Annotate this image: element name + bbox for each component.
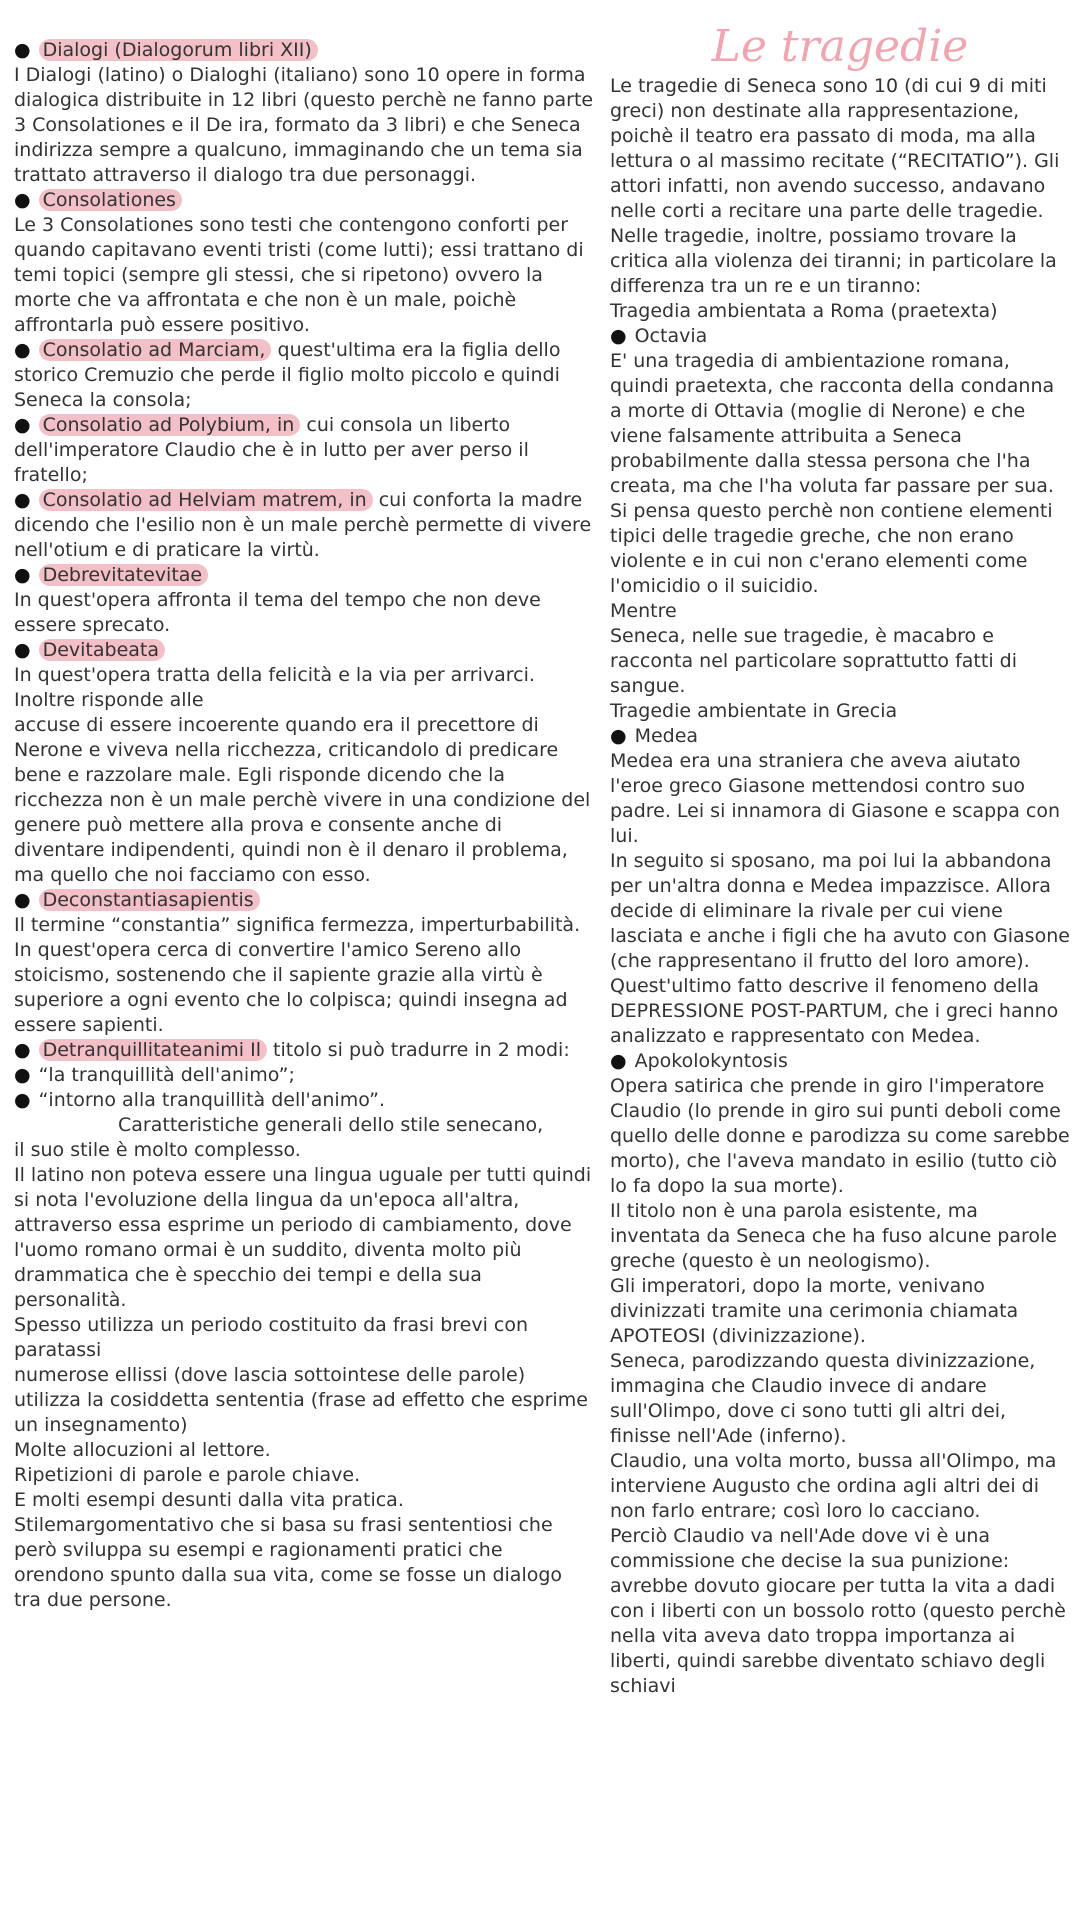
paragraph-l19: Caratteristiche generali dello stile senecano, <box>118 1114 544 1136</box>
paragraph-text: cui consola un liberto dell'imperatore Claudio che è in lutto per aver perso il fratello; <box>14 414 529 486</box>
paragraph-text: cui conforta la madre dicendo che l'esilio non è un male perchè permette di vivere nell'otium e di praticare la virtù. <box>14 489 592 561</box>
paragraph-r1: Le tragedie di Seneca sono 10 (di cui 9 di miti greci) non destinate alla rappresentazione, poichè il teatro era passato di moda, ma alla lettura o al massimo recitate (“RECITATIO”). Gli attori infatti, non avendo successo, andavano nelle corti a recitare una parte delle tragedie. <box>610 75 1060 222</box>
paragraph-l12: accuse di essere incoerente quando era il precettore di Nerone e viveva nella ricchezza, criticandolo di predicare bene e razzolare male. Egli risponde dicendo che la ricchezza non è un male perchè vivere in una condizione del genere può mettere alla prova e consente anche di diventare indipendenti, quindi non è il denaro il problema, ma quello che noi facciamo con esso. <box>14 714 591 886</box>
bullet-item-l16 <box>14 1038 594 1063</box>
paragraph-r13: Quest'ultimo fatto descrive il fenomeno della DEPRESSIONE POST-PARTUM, che i greci hanno analizzato e rappresentato con Medea. <box>610 975 1059 1047</box>
paragraph-l11: In quest'opera tratta della felicità e la via per arrivarci. Inoltre risponde alle <box>14 664 535 711</box>
paragraph-l15: In quest'opera cerca di convertire l'amico Sereno allo stoicismo, sostenendo che il sapiente grazie alla virtù è superiore a ogni evento che lo colpisca; quindi insegna ad essere sapienti. <box>14 939 568 1036</box>
paragraph-l23: numerose ellissi (dove lascia sottointese delle parole) utilizza la cosiddetta sententia (frase ad effetto che esprime un insegnamento) <box>14 1364 588 1436</box>
paragraph-r8: Seneca, nelle sue tragedie, è macabro e racconta nel particolare soprattutto fatti di sangue. <box>610 625 1017 697</box>
paragraph-r15: Opera satirica che prende in giro l'imperatore Claudio (lo prende in giro sui punti deboli come quello delle donne e parodizza su come sarebbe morto), che l'aveva mandato in esilio (tutto ciò lo fa dopo la sua morte). <box>610 1075 1070 1197</box>
paragraph-r11: Medea era una straniera che aveva aiutato l'eroe greco Giasone mettendosi contro suo padre. Lei si innamora di Giasone e scappa con lui. <box>610 750 1060 847</box>
paragraph-l26: E molti esempi desunti dalla vita pratica. <box>14 1489 404 1511</box>
paragraph-l2: I Dialogi (latino) o Dialoghi (italiano) sono 10 opere in forma dialogica distribuite in 12 libri (questo perchè ne fanno parte 3 Consolationes e il De ira, formato da 3 libri) e che Seneca indirizza sempre a qualcuno, immaginando che un tema sia trattato attraverso il dialogo tra due personaggi. <box>14 64 594 186</box>
paragraph-r17: Gli imperatori, dopo la morte, venivano divinizzati tramite una cerimonia chiamata APOTEOSI (divinizzazione). <box>610 1275 1019 1347</box>
section-title: Le tragedie <box>711 21 969 72</box>
highlighted-heading: Deconstantiasapientis <box>39 889 260 911</box>
paragraph-text: titolo si può tradurre in 2 modi: <box>266 1039 570 1061</box>
bullet-item-l10 <box>14 638 594 663</box>
bullet-item-l7 <box>14 488 594 563</box>
highlighted-heading: Devitabeata <box>39 639 165 661</box>
bullet-item-l5 <box>14 338 594 413</box>
paragraph-r18: Seneca, parodizzando questa divinizzazione, immagina che Claudio invece di andare sull'Olimpo, dove ci sono tutti gli altri dei, finisse nell'Ade (inferno). <box>610 1350 1036 1447</box>
left-column <box>14 38 594 1613</box>
highlighted-heading: Dialogi (Dialogorum libri XII) <box>39 39 318 61</box>
paragraph-r6: Si pensa questo perchè non contiene elementi tipici delle tragedie greche, che non erano violente e in cui non c'erano elementi come l'omicidio o il suicidio. <box>610 500 1053 597</box>
bullet-item-l3 <box>14 188 594 213</box>
paragraph-r9: Tragedie ambientate in Grecia <box>610 700 898 722</box>
highlighted-phrase: Consolatio ad Polybium, in <box>39 414 301 436</box>
bullet-item-l18: ● “intorno alla tranquillità dell'animo”. <box>14 1088 594 1113</box>
paragraph-r7: Mentre <box>610 600 677 622</box>
paragraph-l14: Il termine “constantia” significa fermezza, imperturbabilità. <box>14 914 581 936</box>
bullet-item-r14: ● Apokolokyntosis <box>610 1049 1070 1074</box>
highlighted-phrase: Consolatio ad Helviam matrem, in <box>39 489 373 511</box>
paragraph-r16: Il titolo non è una parola esistente, ma inventata da Seneca che ha fuso alcune parole greche (questo è un neologismo). <box>610 1200 1057 1272</box>
highlighted-phrase: Consolatio ad Marciam, <box>39 339 272 361</box>
paragraph-l22: Spesso utilizza un periodo costituito da frasi brevi con paratassi <box>14 1314 529 1361</box>
paragraph-l24: Molte allocuzioni al lettore. <box>14 1439 271 1461</box>
paragraph-l4: Le 3 Consolationes sono testi che contengono conforti per quando capitavano eventi tristi (come lutti); essi trattano di temi topici (sempre gli stessi, che si ripetono) ovvero la morte che va affrontata e che non è un male, poichè affrontarla può essere positivo. <box>14 214 584 336</box>
bullet-item-l13 <box>14 888 594 913</box>
paragraph-l20: il suo stile è molto complesso. <box>14 1139 301 1161</box>
paragraph-l27: Stilemargomentativo che si basa su frasi sententiosi che però sviluppa su esempi e ragionamenti pratici che orendono spunto dalla sua vita, come se fosse un dialogo tra due persone. <box>14 1514 563 1611</box>
paragraph-l21: Il latino non poteva essere una lingua uguale per tutti quindi si nota l'evoluzione della lingua da un'epoca all'altra, attraverso essa esprime un periodo di cambiamento, dove l'uomo romano ormai è un suddito, diventa molto più drammatica che è specchio dei tempi e della sua personalità. <box>14 1164 592 1311</box>
paragraph-r5: E' una tragedia di ambientazione romana, quindi praetexta, che racconta della condanna a morte di Ottavia (moglie di Nerone) e che viene falsamente attribuita a Seneca probabilmente dalla stessa persona che l'ha creata, ma che l'ha voluta far passare per sua. <box>610 350 1055 497</box>
paragraph-r12: In seguito si sposano, ma poi lui la abbandona per un'altra donna e Medea impazzisce. Allora decide di eliminare la rivale per cui viene lasciata e anche i figli che ha avuto con Giasone (che rappresentano il frutto del loro amore). <box>610 850 1070 972</box>
highlighted-heading: Consolationes <box>39 189 182 211</box>
paragraph-r20: Perciò Claudio va nell'Ade dove vi è una commissione che decise la sua punizione: avrebbe dovuto giocare per tutta la vita a dadi con i liberti con un bossolo rotto (questo perchè nella vita aveva dato troppa importanza ai liberti, quindi sarebbe diventato schiavo degli schiavi <box>610 1525 1066 1697</box>
bullet-item-l1 <box>14 38 594 63</box>
paragraph-r19: Claudio, una volta morto, bussa all'Olimpo, ma interviene Augusto che ordina agli altri dei di non farlo entrare; così loro lo cacciano. <box>610 1450 1057 1522</box>
bullet-item-l6 <box>14 413 594 488</box>
bullet-item-r10: ● Medea <box>610 724 1070 749</box>
bullet-item-l8 <box>14 563 594 588</box>
paragraph-r2: Nelle tragedie, inoltre, possiamo trovare la critica alla violenza dei tiranni; in particolare la differenza tra un re e un tiranno: <box>610 225 1057 297</box>
paragraph-r3: Tragedia ambientata a Roma (praetexta) <box>610 300 998 322</box>
paragraph-l9: In quest'opera affronta il tema del tempo che non deve essere sprecato. <box>14 589 541 636</box>
bullet-item-l17: ● “la tranquillità dell'animo”; <box>14 1063 594 1088</box>
right-column <box>610 21 1070 1699</box>
bullet-item-r4: ● Octavia <box>610 324 1070 349</box>
highlighted-heading: Debrevitatevitae <box>39 564 209 586</box>
highlighted-phrase: Detranquillitateanimi Il <box>39 1039 267 1061</box>
paragraph-text: quest'ultima era la figlia dello storico Cremuzio che perde il figlio molto piccolo e quindi Seneca la consola; <box>14 339 561 411</box>
paragraph-l25: Ripetizioni di parole e parole chiave. <box>14 1464 361 1486</box>
